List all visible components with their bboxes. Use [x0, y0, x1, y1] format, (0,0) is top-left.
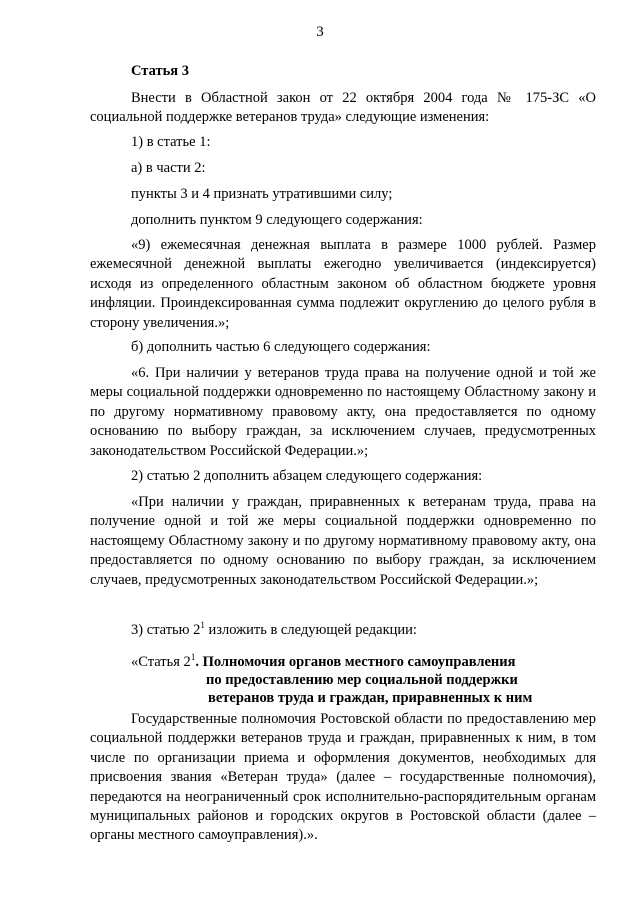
paragraph-part-6-text: «6. При наличии у ветеранов труда права на получение одной и той же меры социальной поддержки одновременно по настоящему Областному закону и по другому нормативному правовому акту, она предоставляется по одному основанию по выбору граждан, за исключением случаев, предусмотренных законодательством Российской Федерации.»; — [90, 365, 596, 459]
new-article-title-line3: ветеранов труда и граждан, приравненных к ним — [208, 690, 533, 706]
paragraph-item-1b: б) дополнить частью 6 следующего содержания: — [131, 339, 431, 355]
new-article-prefix: «Статья 2 — [131, 654, 191, 670]
paragraph-intro: Внести в Областной закон от 22 октября 2004 года № 175-ЗС «О социальной поддержке ветеранов труда» следующие изменения: — [90, 90, 596, 126]
paragraph-points-3-4: пункты 3 и 4 признать утратившими силу; — [131, 186, 393, 202]
new-article-sup: 1 — [190, 652, 196, 662]
paragraph-item-1: 1) в статье 1: — [131, 134, 211, 150]
page-number: 3 — [316, 24, 324, 40]
paragraph-add-point-9: дополнить пунктом 9 следующего содержания: — [131, 212, 423, 228]
article-heading: Статья 3 — [131, 63, 189, 79]
paragraph-item-1a: а) в части 2: — [131, 160, 206, 176]
paragraph-point-9-text: «9) ежемесячная денежная выплата в размере 1000 рублей. Размер ежемесячной денежной выплаты ежегодно увеличивается (индексируется) исходя из определенного областным законом об областном бюджете уровня инфляции. Проиндексированная сумма подлежит округлению до целого рубля в сторону увеличения.»; — [90, 237, 596, 331]
new-article-body: Государственные полномочия Ростовской области по предоставлению мер социальной поддержки ветеранов труда и граждан, приравненных к ним, в том числе по организации приема и оформления документов, необходимых для присвоения звания «Ветеран труда» (далее – государственные полномочия), передаются на неограниченный срок исполнительно-распорядительным органам муниципальных районов и городских округов в Ростовской области (далее – органы местного самоуправления).». — [90, 711, 596, 844]
item3-suffix: изложить в следующей редакции: — [204, 622, 417, 638]
new-article-heading — [131, 653, 571, 707]
item3-sup: 1 — [200, 620, 205, 630]
new-article-title-line2: по предоставлению мер социальной поддержки — [206, 672, 518, 688]
paragraph-item-3 — [90, 621, 596, 640]
paragraph-article-2-addition: «При наличии у граждан, приравненных к ветеранам труда, права на получение одной и той же меры социальной поддержки одновременно по настоящему Областному закону и по другому нормативному правовому акту, она предоставляется по одному основанию по выбору граждан, за исключением случаев, предусмотренных законодательством Российской Федерации.»; — [90, 494, 596, 588]
paragraph-item-2: 2) статью 2 дополнить абзацем следующего содержания: — [131, 468, 483, 484]
new-article-title-line1: . Полномочия органов местного самоуправления — [195, 654, 516, 670]
item3-prefix: 3) статью 2 — [131, 622, 201, 638]
